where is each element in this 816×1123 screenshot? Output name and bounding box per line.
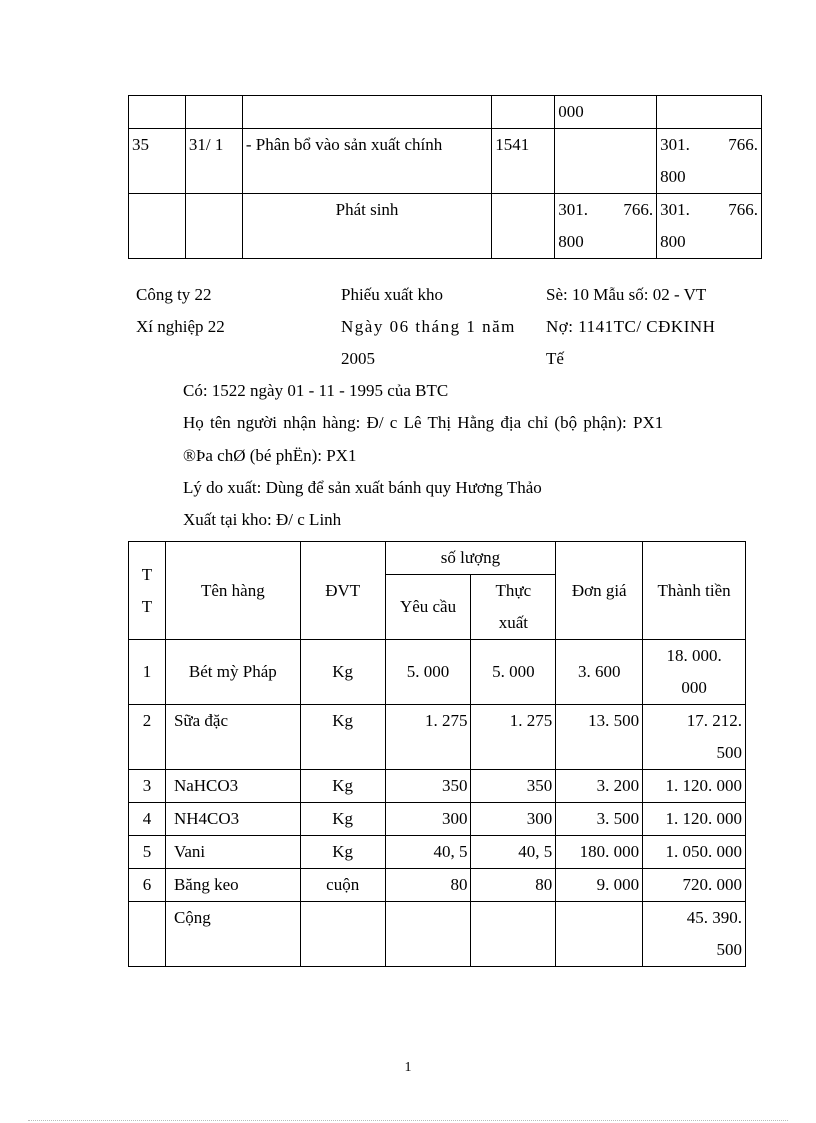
- ledger-table: [128, 95, 762, 259]
- table-row: 4 NH4CO3 Kg 300 300 3. 500 1. 120. 000: [129, 803, 746, 836]
- table-row: [129, 194, 762, 259]
- page-number: 1: [404, 1060, 412, 1075]
- amount-cell: 17. 212. 500: [643, 705, 746, 770]
- document-date: Ngày 06 tháng 1 năm: [341, 317, 516, 336]
- debit-account-cont: Tế: [546, 349, 564, 368]
- receiver-line: Họ tên người nhận hàng: Đ/ c Lê Thị Hằng địa chỉ (bộ phận): PX1: [183, 413, 664, 432]
- table-header-row: [129, 542, 746, 575]
- header-amount: Thành tiền: [643, 542, 746, 640]
- header-price: Đơn giá: [556, 542, 643, 640]
- address-line: ®Þa chØ (bé phËn): PX1: [183, 446, 357, 465]
- warehouse-line: Xuất tại kho: Đ/ c Linh: [183, 510, 342, 529]
- ledger-cell: 000: [555, 96, 657, 129]
- table-row: [129, 96, 762, 129]
- ledger-cell: 301. 766. 800: [657, 194, 762, 259]
- company-name: Công ty 22: [136, 285, 212, 304]
- ledger-cell: Phát sinh: [242, 194, 491, 259]
- debit-account: Nợ: 1141TC/ CĐKINH: [546, 317, 716, 336]
- enterprise-name: Xí nghiệp 22: [136, 317, 225, 336]
- header-requested: Yêu cầu: [385, 575, 471, 640]
- total-label: Cộng: [165, 902, 300, 967]
- header-name: Tên hàng: [165, 542, 300, 640]
- document-year: 2005: [341, 349, 375, 368]
- total-row: [129, 902, 746, 967]
- header-actual: Thực xuất: [471, 575, 556, 640]
- table-row: 3 NaHCO3 Kg 350 350 3. 200 1. 120. 000: [129, 770, 746, 803]
- ledger-cell: 31/ 1: [185, 129, 242, 194]
- items-table: [128, 541, 746, 967]
- page-divider: [28, 1120, 788, 1121]
- table-row: 1 Bét mỳ Pháp Kg 5. 000 5. 000 3. 600 18. 000. 000: [129, 640, 746, 705]
- table-row: [129, 129, 762, 194]
- table-row: 2 Sữa đặc Kg 1. 275 1. 275 13. 500 17. 212. 500: [129, 705, 746, 770]
- table-row: 6 Băng keo cuộn 80 80 9. 000 720. 000: [129, 869, 746, 902]
- document-number: Sè: 10 Mẫu số: 02 - VT: [546, 285, 707, 304]
- ledger-cell: 301. 766. 800: [555, 194, 657, 259]
- document-title: Phiếu xuất kho: [341, 285, 443, 304]
- amount-cell: 18. 000. 000: [643, 640, 746, 705]
- ledger-cell: - Phân bổ vào sản xuất chính: [242, 129, 491, 194]
- header-unit: ĐVT: [300, 542, 385, 640]
- reason-line: Lý do xuất: Dùng để sản xuất bánh quy Hương Thảo: [183, 478, 542, 497]
- table-row: 5 Vani Kg 40, 5 40, 5 180. 000 1. 050. 000: [129, 836, 746, 869]
- ledger-cell: 35: [129, 129, 186, 194]
- header-quantity: số lượng: [385, 542, 556, 575]
- header-tt: T T: [129, 542, 166, 640]
- ledger-cell: 301. 766. 800: [657, 129, 762, 194]
- ledger-cell: 1541: [492, 129, 555, 194]
- total-amount: 45. 390. 500: [643, 902, 746, 967]
- credit-line: Có: 1522 ngày 01 - 11 - 1995 của BTC: [183, 381, 449, 400]
